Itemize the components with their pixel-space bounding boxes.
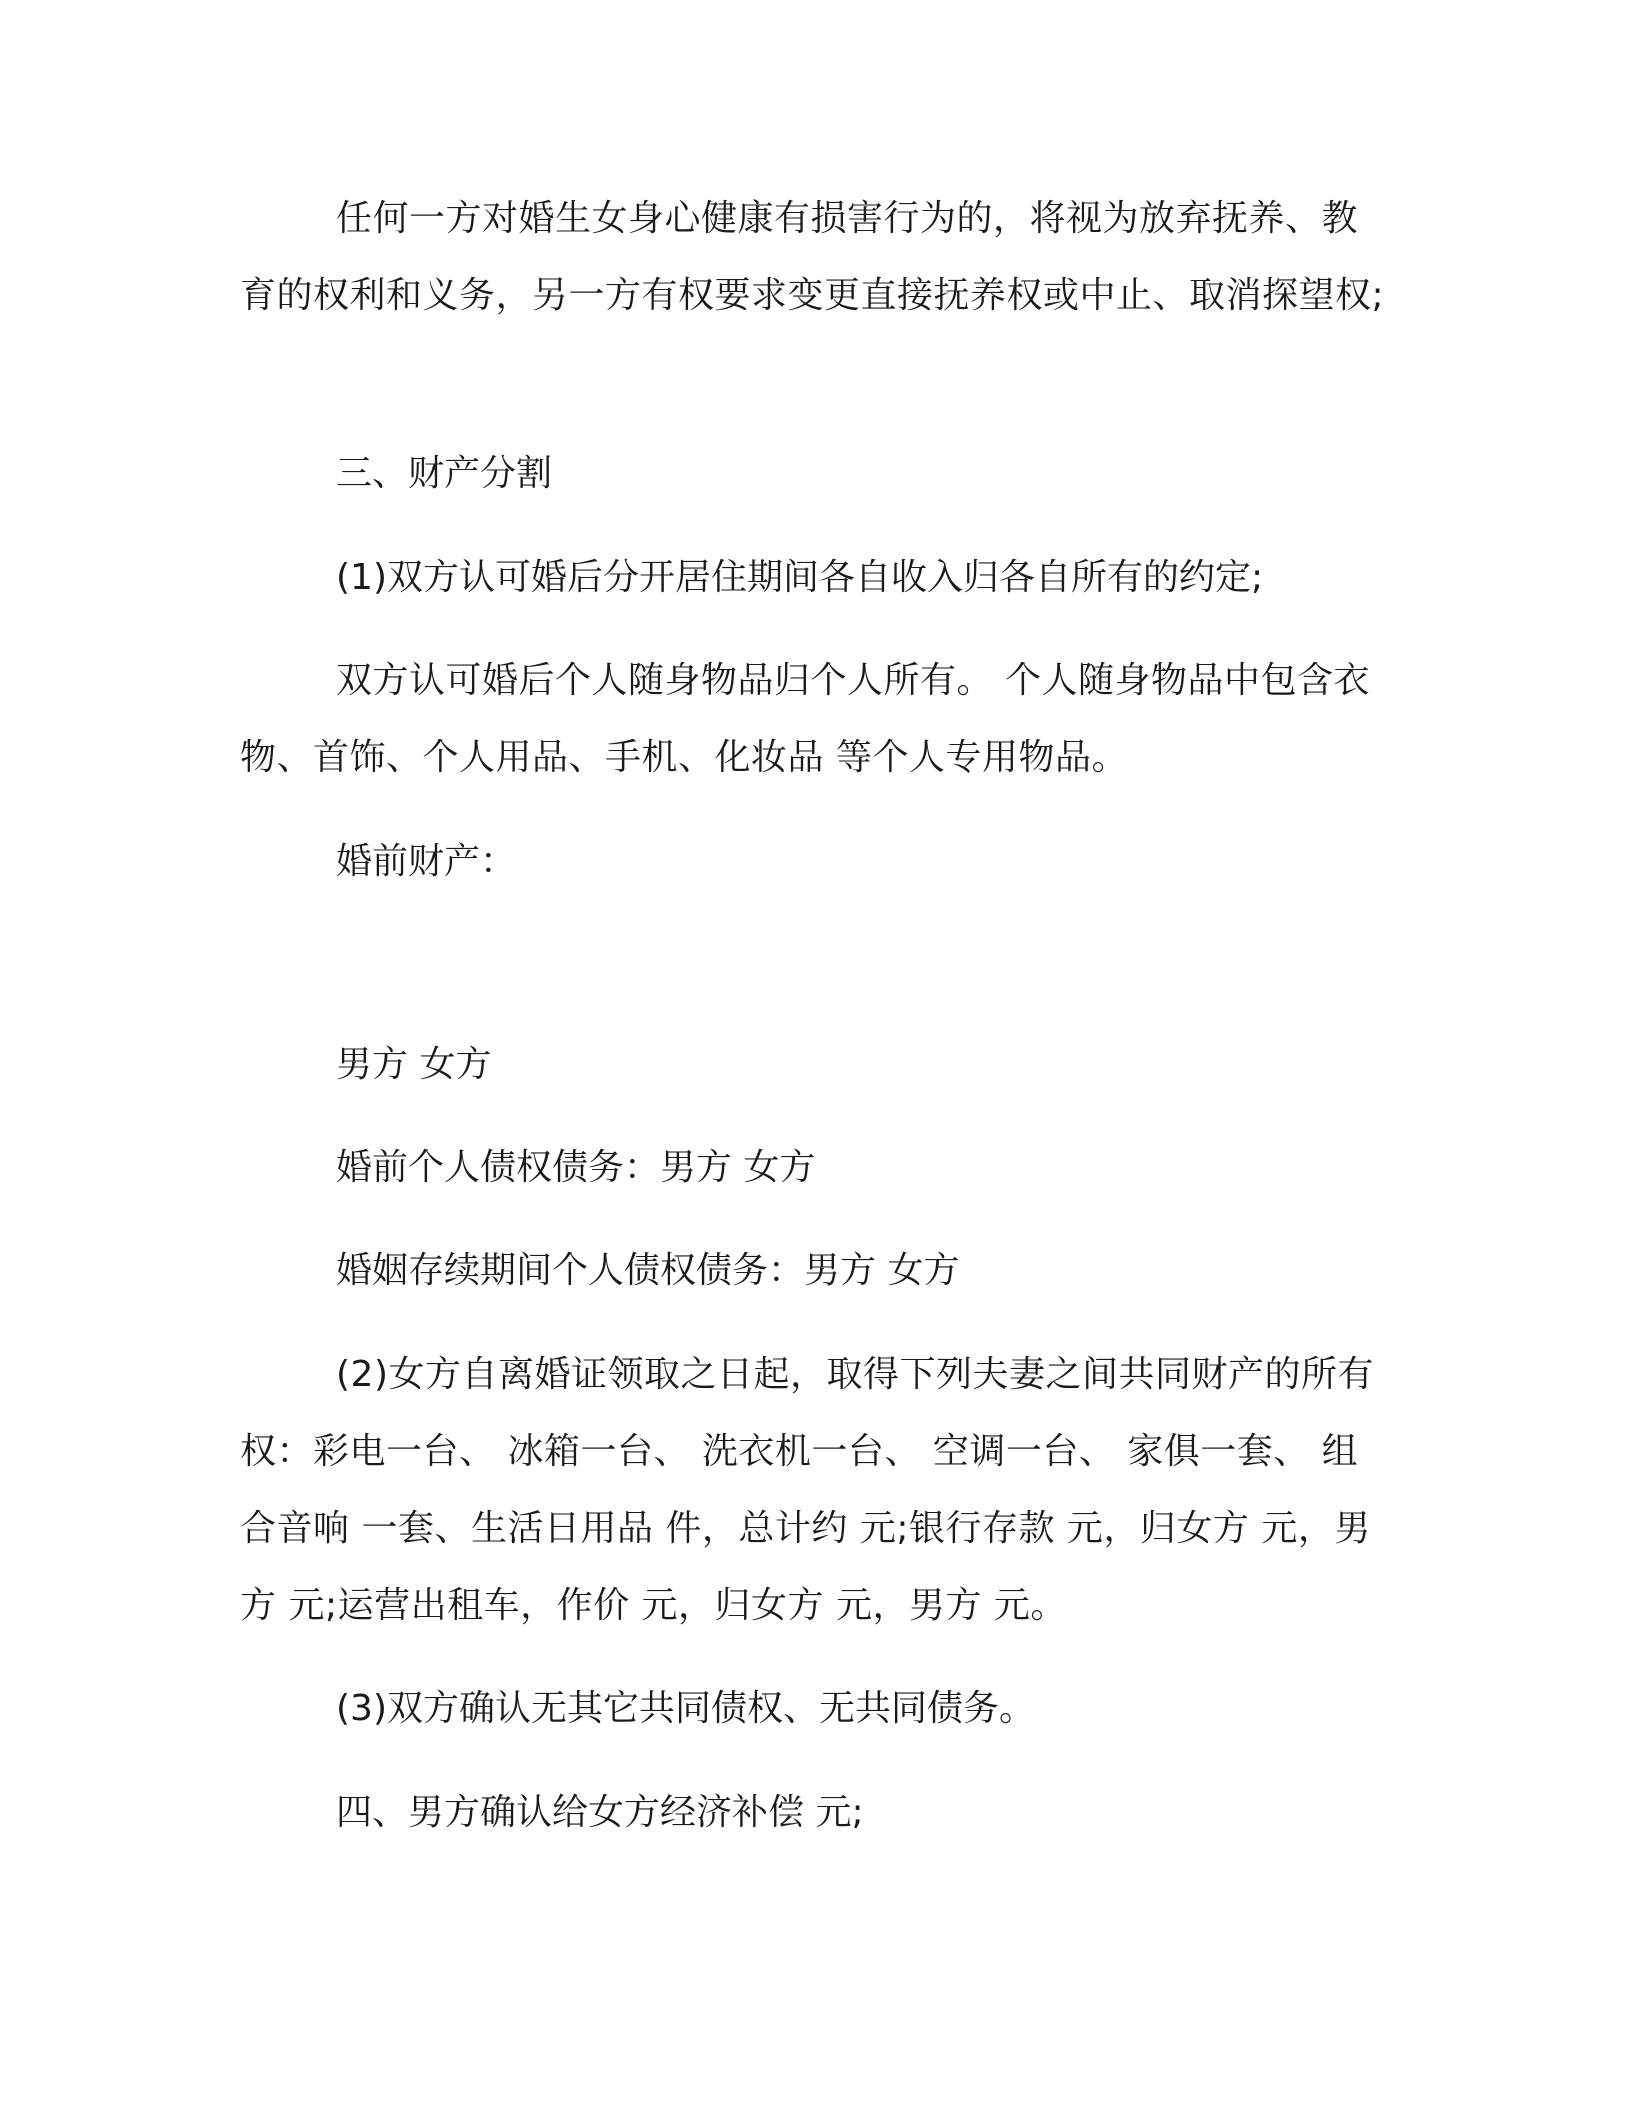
- label-premarital-property: 婚前财产：: [336, 841, 517, 882]
- paragraph-separate-income: (1)双方认可婚后分开居住期间各自收入归各自所有的约定;: [336, 557, 1264, 598]
- paragraph-child-harm-clause: 任何一方对婚生女身心健康有损害行为的，将视为放弃抚养、教育的权利和义务，另一方有权要求变更直接抚养权或中止、取消探望权;: [240, 198, 1385, 316]
- paragraph-no-joint-debts: (3)双方确认无其它共同债权、无共同债务。: [336, 1688, 1035, 1729]
- paragraph-personal-belongings: 双方认可婚后个人随身物品归个人所有。 个人随身物品中包含衣物、首饰、个人用品、手机、化妆品 等个人专用物品。: [240, 660, 1370, 778]
- label-man-woman: 男方 女方: [336, 1044, 492, 1085]
- label-premarital-debts: 婚前个人债权债务：男方 女方: [336, 1147, 816, 1188]
- section-heading-compensation: 四、男方确认给女方经济补偿 元;: [336, 1792, 864, 1833]
- section-heading-property-division: 三、财产分割: [336, 453, 553, 494]
- paragraph-joint-property-ownership: (2)女方自离婚证领取之日起，取得下列夫妻之间共同财产的所有权：彩电一台、 冰箱一台、 洗衣机一台、 空调一台、 家俱一套、 组合音响 一套、生活日用品 件，总计约 元;银行存款 元，归女方 元，男方 元;运营出租车，作价 元，归女方 元，男方 元。: [240, 1354, 1374, 1626]
- label-marriage-debts: 婚姻存续期间个人债权债务：男方 女方: [336, 1250, 960, 1291]
